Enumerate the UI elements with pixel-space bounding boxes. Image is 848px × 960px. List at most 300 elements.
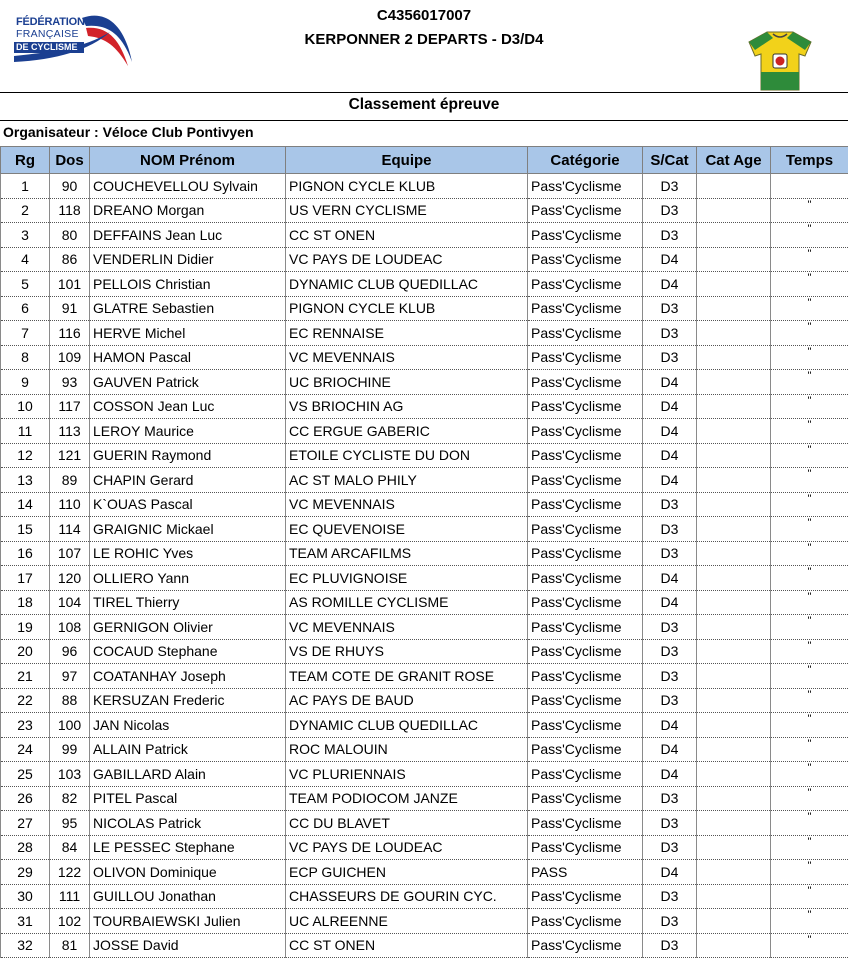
rider-name-cell: GUERIN Raymond	[90, 443, 286, 468]
table-row	[1, 370, 848, 395]
team-cell: PIGNON CYCLE KLUB	[286, 296, 528, 321]
time-cell: "	[771, 835, 848, 860]
table-row	[1, 247, 848, 272]
rider-name-cell: CHAPIN Gerard	[90, 468, 286, 493]
time-cell: "	[771, 492, 848, 517]
bib-cell: 113	[50, 419, 90, 444]
bib-cell: 110	[50, 492, 90, 517]
rank-cell: 21	[1, 664, 50, 689]
subcategory-cell: D4	[643, 860, 697, 885]
category-cell: Pass'Cyclisme	[528, 541, 643, 566]
race-title: KERPONNER 2 DEPARTS - D3/D4	[304, 31, 544, 48]
rider-name-cell: COCAUD Stephane	[90, 639, 286, 664]
category-cell: Pass'Cyclisme	[528, 909, 643, 934]
subcategory-cell: D3	[643, 786, 697, 811]
rider-name-cell: ALLAIN Patrick	[90, 737, 286, 762]
table-row	[1, 296, 848, 321]
time-cell: "	[771, 223, 848, 248]
subcategory-cell: D3	[643, 174, 697, 199]
time-cell: "	[771, 615, 848, 640]
table-row	[1, 174, 848, 199]
table-row	[1, 811, 848, 836]
table-row	[1, 590, 848, 615]
rider-name-cell: PELLOIS Christian	[90, 272, 286, 297]
bib-cell: 102	[50, 909, 90, 934]
bib-cell: 86	[50, 247, 90, 272]
team-cell: TEAM COTE DE GRANIT ROSE	[286, 664, 528, 689]
time-cell	[771, 174, 848, 199]
team-cell: VC PLURIENNAIS	[286, 762, 528, 787]
subcategory-cell: D3	[643, 223, 697, 248]
time-cell: "	[771, 468, 848, 493]
bib-cell: 116	[50, 321, 90, 346]
rank-cell: 3	[1, 223, 50, 248]
team-cell: AS ROMILLE CYCLISME	[286, 590, 528, 615]
jersey-icon	[745, 28, 815, 92]
category-cell: Pass'Cyclisme	[528, 296, 643, 321]
team-cell: VC PAYS DE LOUDEAC	[286, 835, 528, 860]
rank-cell: 27	[1, 811, 50, 836]
team-cell: CC ERGUE GABERIC	[286, 419, 528, 444]
column-header-rg: Rg	[1, 147, 50, 174]
rank-cell: 20	[1, 639, 50, 664]
team-cell: DYNAMIC CLUB QUEDILLAC	[286, 713, 528, 738]
rider-name-cell: GUILLOU Jonathan	[90, 884, 286, 909]
race-code: C4356017007	[376, 7, 472, 24]
age-category-cell	[697, 664, 771, 689]
rider-name-cell: VENDERLIN Didier	[90, 247, 286, 272]
age-category-cell	[697, 590, 771, 615]
subcategory-cell: D3	[643, 198, 697, 223]
time-cell: "	[771, 762, 848, 787]
table-row	[1, 933, 848, 958]
team-cell: EC PLUVIGNOISE	[286, 566, 528, 591]
rank-cell: 26	[1, 786, 50, 811]
team-cell: ETOILE CYCLISTE DU DON	[286, 443, 528, 468]
rank-cell: 14	[1, 492, 50, 517]
time-cell: "	[771, 517, 848, 542]
time-cell: "	[771, 590, 848, 615]
age-category-cell	[697, 909, 771, 934]
age-category-cell	[697, 517, 771, 542]
rider-name-cell: GAUVEN Patrick	[90, 370, 286, 395]
rider-name-cell: GERNIGON Olivier	[90, 615, 286, 640]
team-cell: US VERN CYCLISME	[286, 198, 528, 223]
rider-name-cell: OLLIERO Yann	[90, 566, 286, 591]
time-cell: "	[771, 811, 848, 836]
subcategory-cell: D3	[643, 688, 697, 713]
table-row	[1, 713, 848, 738]
category-cell: Pass'Cyclisme	[528, 223, 643, 248]
bib-cell: 121	[50, 443, 90, 468]
bib-cell: 89	[50, 468, 90, 493]
category-cell: Pass'Cyclisme	[528, 443, 643, 468]
time-cell: "	[771, 541, 848, 566]
rider-name-cell: JOSSE David	[90, 933, 286, 958]
category-cell: Pass'Cyclisme	[528, 615, 643, 640]
bib-cell: 109	[50, 345, 90, 370]
rider-name-cell: GLATRE Sebastien	[90, 296, 286, 321]
ffc-logo-line2: FRANÇAISE	[16, 28, 79, 40]
time-cell: "	[771, 198, 848, 223]
table-row	[1, 223, 848, 248]
time-cell: "	[771, 786, 848, 811]
rider-name-cell: COSSON Jean Luc	[90, 394, 286, 419]
rank-cell: 2	[1, 198, 50, 223]
age-category-cell	[697, 272, 771, 297]
rank-cell: 5	[1, 272, 50, 297]
time-cell: "	[771, 884, 848, 909]
subcategory-cell: D3	[643, 321, 697, 346]
team-cell: CC ST ONEN	[286, 933, 528, 958]
column-header-temps: Temps	[771, 147, 848, 174]
table-row	[1, 762, 848, 787]
category-cell: Pass'Cyclisme	[528, 272, 643, 297]
age-category-cell	[697, 566, 771, 591]
category-cell: Pass'Cyclisme	[528, 664, 643, 689]
time-cell: "	[771, 419, 848, 444]
table-row	[1, 443, 848, 468]
rider-name-cell: COUCHEVELLOU Sylvain	[90, 174, 286, 199]
team-cell: CHASSEURS DE GOURIN CYC.	[286, 884, 528, 909]
subcategory-cell: D3	[643, 296, 697, 321]
age-category-cell	[697, 198, 771, 223]
table-header-row	[1, 147, 848, 174]
age-category-cell	[697, 223, 771, 248]
rider-name-cell: PITEL Pascal	[90, 786, 286, 811]
rank-cell: 23	[1, 713, 50, 738]
subcategory-cell: D4	[643, 443, 697, 468]
table-row	[1, 566, 848, 591]
team-cell: ROC MALOUIN	[286, 737, 528, 762]
table-row	[1, 345, 848, 370]
age-category-cell	[697, 713, 771, 738]
team-cell: UC ALREENNE	[286, 909, 528, 934]
time-cell: "	[771, 443, 848, 468]
table-row	[1, 517, 848, 542]
rank-cell: 18	[1, 590, 50, 615]
table-row	[1, 615, 848, 640]
table-row	[1, 198, 848, 223]
category-cell: Pass'Cyclisme	[528, 492, 643, 517]
header-divider	[0, 92, 848, 93]
bib-cell: 90	[50, 174, 90, 199]
team-cell: ECP GUICHEN	[286, 860, 528, 885]
rider-name-cell: DEFFAINS Jean Luc	[90, 223, 286, 248]
team-cell: VC MEVENNAIS	[286, 345, 528, 370]
subcategory-cell: D3	[643, 639, 697, 664]
age-category-cell	[697, 835, 771, 860]
rank-cell: 17	[1, 566, 50, 591]
rank-cell: 22	[1, 688, 50, 713]
subcategory-cell: D3	[643, 517, 697, 542]
time-cell: "	[771, 272, 848, 297]
time-cell: "	[771, 860, 848, 885]
age-category-cell	[697, 884, 771, 909]
bib-cell: 93	[50, 370, 90, 395]
team-cell: UC BRIOCHINE	[286, 370, 528, 395]
category-cell: Pass'Cyclisme	[528, 321, 643, 346]
category-cell: Pass'Cyclisme	[528, 247, 643, 272]
category-cell: Pass'Cyclisme	[528, 737, 643, 762]
column-header-categorie: Catégorie	[528, 147, 643, 174]
subcategory-cell: D4	[643, 713, 697, 738]
category-cell: Pass'Cyclisme	[528, 933, 643, 958]
rider-name-cell: NICOLAS Patrick	[90, 811, 286, 836]
time-cell: "	[771, 664, 848, 689]
rider-name-cell: LE PESSEC Stephane	[90, 835, 286, 860]
rider-name-cell: JAN Nicolas	[90, 713, 286, 738]
age-category-cell	[697, 443, 771, 468]
section-divider	[0, 120, 848, 121]
category-cell: Pass'Cyclisme	[528, 345, 643, 370]
rank-cell: 10	[1, 394, 50, 419]
rank-cell: 29	[1, 860, 50, 885]
subcategory-cell: D3	[643, 664, 697, 689]
table-row	[1, 468, 848, 493]
time-cell: "	[771, 370, 848, 395]
subcategory-cell: D4	[643, 468, 697, 493]
time-cell: "	[771, 566, 848, 591]
section-title: Classement épreuve	[348, 96, 500, 113]
subcategory-cell: D3	[643, 345, 697, 370]
table-row	[1, 909, 848, 934]
rider-name-cell: TOURBAIEWSKI Julien	[90, 909, 286, 934]
category-cell: Pass'Cyclisme	[528, 517, 643, 542]
age-category-cell	[697, 419, 771, 444]
rank-cell: 11	[1, 419, 50, 444]
category-cell: Pass'Cyclisme	[528, 419, 643, 444]
category-cell: Pass'Cyclisme	[528, 590, 643, 615]
rank-cell: 24	[1, 737, 50, 762]
age-category-cell	[697, 370, 771, 395]
time-cell: "	[771, 688, 848, 713]
team-cell: VC MEVENNAIS	[286, 615, 528, 640]
rank-cell: 12	[1, 443, 50, 468]
team-cell: AC ST MALO PHILY	[286, 468, 528, 493]
subcategory-cell: D3	[643, 541, 697, 566]
category-cell: Pass'Cyclisme	[528, 835, 643, 860]
rank-cell: 7	[1, 321, 50, 346]
category-cell: Pass'Cyclisme	[528, 786, 643, 811]
table-row	[1, 272, 848, 297]
team-cell: VC PAYS DE LOUDEAC	[286, 247, 528, 272]
bib-cell: 91	[50, 296, 90, 321]
age-category-cell	[697, 933, 771, 958]
category-cell: Pass'Cyclisme	[528, 198, 643, 223]
table-row	[1, 639, 848, 664]
category-cell: Pass'Cyclisme	[528, 468, 643, 493]
team-cell: EC QUEVENOISE	[286, 517, 528, 542]
rank-cell: 16	[1, 541, 50, 566]
rider-name-cell: LEROY Maurice	[90, 419, 286, 444]
category-cell: Pass'Cyclisme	[528, 713, 643, 738]
subcategory-cell: D4	[643, 370, 697, 395]
category-cell: Pass'Cyclisme	[528, 174, 643, 199]
bib-cell: 118	[50, 198, 90, 223]
rank-cell: 15	[1, 517, 50, 542]
team-cell: VS BRIOCHIN AG	[286, 394, 528, 419]
bib-cell: 84	[50, 835, 90, 860]
bib-cell: 100	[50, 713, 90, 738]
team-cell: AC PAYS DE BAUD	[286, 688, 528, 713]
column-header-nom: NOM Prénom	[90, 147, 286, 174]
team-cell: DYNAMIC CLUB QUEDILLAC	[286, 272, 528, 297]
rank-cell: 28	[1, 835, 50, 860]
bib-cell: 99	[50, 737, 90, 762]
category-cell: Pass'Cyclisme	[528, 688, 643, 713]
team-cell: EC RENNAISE	[286, 321, 528, 346]
subcategory-cell: D4	[643, 737, 697, 762]
subcategory-cell: D3	[643, 492, 697, 517]
table-row	[1, 419, 848, 444]
column-header-equipe: Equipe	[286, 147, 528, 174]
table-row	[1, 664, 848, 689]
table-row	[1, 884, 848, 909]
rank-cell: 13	[1, 468, 50, 493]
bib-cell: 114	[50, 517, 90, 542]
subcategory-cell: D3	[643, 884, 697, 909]
rank-cell: 9	[1, 370, 50, 395]
rider-name-cell: DREANO Morgan	[90, 198, 286, 223]
bib-cell: 122	[50, 860, 90, 885]
rank-cell: 1	[1, 174, 50, 199]
bib-cell: 103	[50, 762, 90, 787]
ffc-logo-line1: FÉDÉRATION	[16, 16, 85, 28]
results-table	[0, 146, 848, 958]
table-row	[1, 321, 848, 346]
subcategory-cell: D4	[643, 394, 697, 419]
category-cell: Pass'Cyclisme	[528, 639, 643, 664]
bib-cell: 81	[50, 933, 90, 958]
team-cell: CC ST ONEN	[286, 223, 528, 248]
age-category-cell	[697, 762, 771, 787]
bib-cell: 82	[50, 786, 90, 811]
time-cell: "	[771, 909, 848, 934]
table-row	[1, 786, 848, 811]
age-category-cell	[697, 541, 771, 566]
team-cell: TEAM ARCAFILMS	[286, 541, 528, 566]
bib-cell: 97	[50, 664, 90, 689]
bib-cell: 120	[50, 566, 90, 591]
subcategory-cell: D4	[643, 272, 697, 297]
rider-name-cell: LE ROHIC Yves	[90, 541, 286, 566]
rank-cell: 6	[1, 296, 50, 321]
subcategory-cell: D3	[643, 835, 697, 860]
table-row	[1, 541, 848, 566]
subcategory-cell: D4	[643, 419, 697, 444]
category-cell: Pass'Cyclisme	[528, 811, 643, 836]
rider-name-cell: K`OUAS Pascal	[90, 492, 286, 517]
bib-cell: 88	[50, 688, 90, 713]
bib-cell: 108	[50, 615, 90, 640]
category-cell: Pass'Cyclisme	[528, 394, 643, 419]
rank-cell: 31	[1, 909, 50, 934]
rider-name-cell: HAMON Pascal	[90, 345, 286, 370]
age-category-cell	[697, 860, 771, 885]
time-cell: "	[771, 345, 848, 370]
table-row	[1, 394, 848, 419]
age-category-cell	[697, 296, 771, 321]
table-row	[1, 688, 848, 713]
column-header-scat: S/Cat	[643, 147, 697, 174]
category-cell: Pass'Cyclisme	[528, 762, 643, 787]
subcategory-cell: D4	[643, 590, 697, 615]
rank-cell: 25	[1, 762, 50, 787]
rider-name-cell: OLIVON Dominique	[90, 860, 286, 885]
age-category-cell	[697, 345, 771, 370]
ffc-logo-line3: DE CYCLISME	[16, 42, 78, 52]
subcategory-cell: D3	[643, 811, 697, 836]
column-header-dos: Dos	[50, 147, 90, 174]
category-cell: Pass'Cyclisme	[528, 884, 643, 909]
time-cell: "	[771, 639, 848, 664]
bib-cell: 111	[50, 884, 90, 909]
subcategory-cell: D3	[643, 615, 697, 640]
time-cell: "	[771, 321, 848, 346]
table-row	[1, 860, 848, 885]
subcategory-cell: D4	[643, 566, 697, 591]
team-cell: VC MEVENNAIS	[286, 492, 528, 517]
rider-name-cell: HERVE Michel	[90, 321, 286, 346]
bib-cell: 80	[50, 223, 90, 248]
time-cell: "	[771, 713, 848, 738]
bib-cell: 101	[50, 272, 90, 297]
bib-cell: 107	[50, 541, 90, 566]
rider-name-cell: GABILLARD Alain	[90, 762, 286, 787]
age-category-cell	[697, 468, 771, 493]
age-category-cell	[697, 492, 771, 517]
age-category-cell	[697, 639, 771, 664]
bib-cell: 117	[50, 394, 90, 419]
bib-cell: 104	[50, 590, 90, 615]
rank-cell: 4	[1, 247, 50, 272]
rank-cell: 8	[1, 345, 50, 370]
team-cell: CC DU BLAVET	[286, 811, 528, 836]
rank-cell: 19	[1, 615, 50, 640]
bib-cell: 95	[50, 811, 90, 836]
age-category-cell	[697, 786, 771, 811]
rider-name-cell: KERSUZAN Frederic	[90, 688, 286, 713]
time-cell: "	[771, 296, 848, 321]
age-category-cell	[697, 174, 771, 199]
age-category-cell	[697, 247, 771, 272]
table-row	[1, 492, 848, 517]
rider-name-cell: TIREL Thierry	[90, 590, 286, 615]
subcategory-cell: D3	[643, 933, 697, 958]
category-cell: Pass'Cyclisme	[528, 370, 643, 395]
rank-cell: 30	[1, 884, 50, 909]
age-category-cell	[697, 615, 771, 640]
team-cell: TEAM PODIOCOM JANZE	[286, 786, 528, 811]
subcategory-cell: D3	[643, 909, 697, 934]
rider-name-cell: GRAIGNIC Mickael	[90, 517, 286, 542]
team-cell: VS DE RHUYS	[286, 639, 528, 664]
table-row	[1, 835, 848, 860]
organisateur-label: Organisateur : Véloce Club Pontivyen	[3, 124, 254, 140]
category-cell: Pass'Cyclisme	[528, 566, 643, 591]
subcategory-cell: D4	[643, 762, 697, 787]
category-cell: PASS	[528, 860, 643, 885]
age-category-cell	[697, 688, 771, 713]
bib-cell: 96	[50, 639, 90, 664]
age-category-cell	[697, 811, 771, 836]
age-category-cell	[697, 321, 771, 346]
age-category-cell	[697, 394, 771, 419]
subcategory-cell: D4	[643, 247, 697, 272]
age-category-cell	[697, 737, 771, 762]
team-cell: PIGNON CYCLE KLUB	[286, 174, 528, 199]
